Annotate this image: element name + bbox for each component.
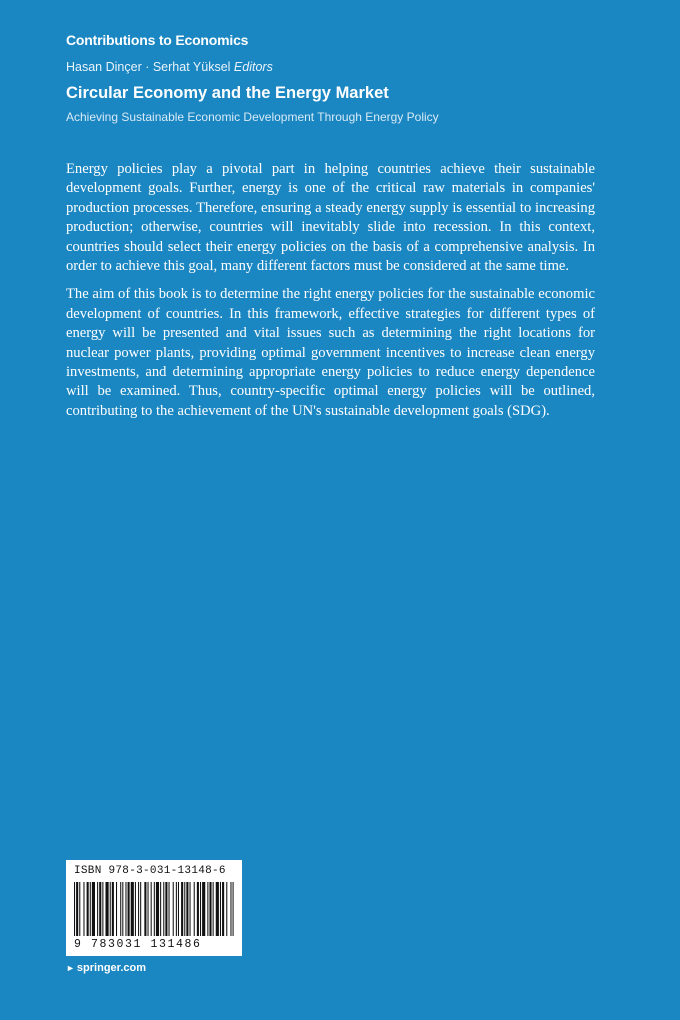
series-name: Contributions to Economics (66, 32, 249, 48)
barcode-box (66, 860, 242, 956)
publisher-url: springer.com (76, 962, 146, 974)
editors-role: Editors (233, 60, 273, 74)
ean-digits: 9 783031 131486 (74, 938, 202, 951)
arrow-icon: ► (66, 963, 75, 973)
blurb-paragraph-1: Energy policies play a pivotal part in helping countries achieve their sustainable development goals. Further, energy is one of the critical raw materials in companies' production processes. Therefore, ensuring a steady energy supply is essential to increasing production; otherwise, countries will inevitably slide into recession. In this context, countries should select their energy policies on the basis of a comprehensive analysis. In order to achieve this goal, many different factors must be considered at the same time. (66, 161, 595, 275)
editors-line (66, 60, 273, 74)
isbn-label: ISBN 978-3-031-13148-6 (74, 865, 226, 877)
blurb-paragraph-2: The aim of this book is to determine the right energy policies for the sustainable economic development of countries. In this framework, effective strategies for different types of energy will be presented and vital issues such as determining the right locations for nuclear power plants, providing optimal government incentives to increase clean energy investments, and determining appropriate energy policies to reduce energy dependence will be examined. Thus, country-specific optimal energy policies will be outlined, contributing to the achievement of the UN's sustainable development goals (SDG). (66, 286, 595, 419)
publisher-link[interactable] (66, 962, 146, 974)
book-title: Circular Economy and the Energy Market (66, 84, 389, 102)
blurb (66, 160, 595, 430)
editors-names: Hasan Dinçer · Serhat Yüksel (66, 60, 231, 74)
barcode-bars (74, 882, 234, 936)
book-subtitle: Achieving Sustainable Economic Development Through Energy Policy (66, 110, 439, 124)
